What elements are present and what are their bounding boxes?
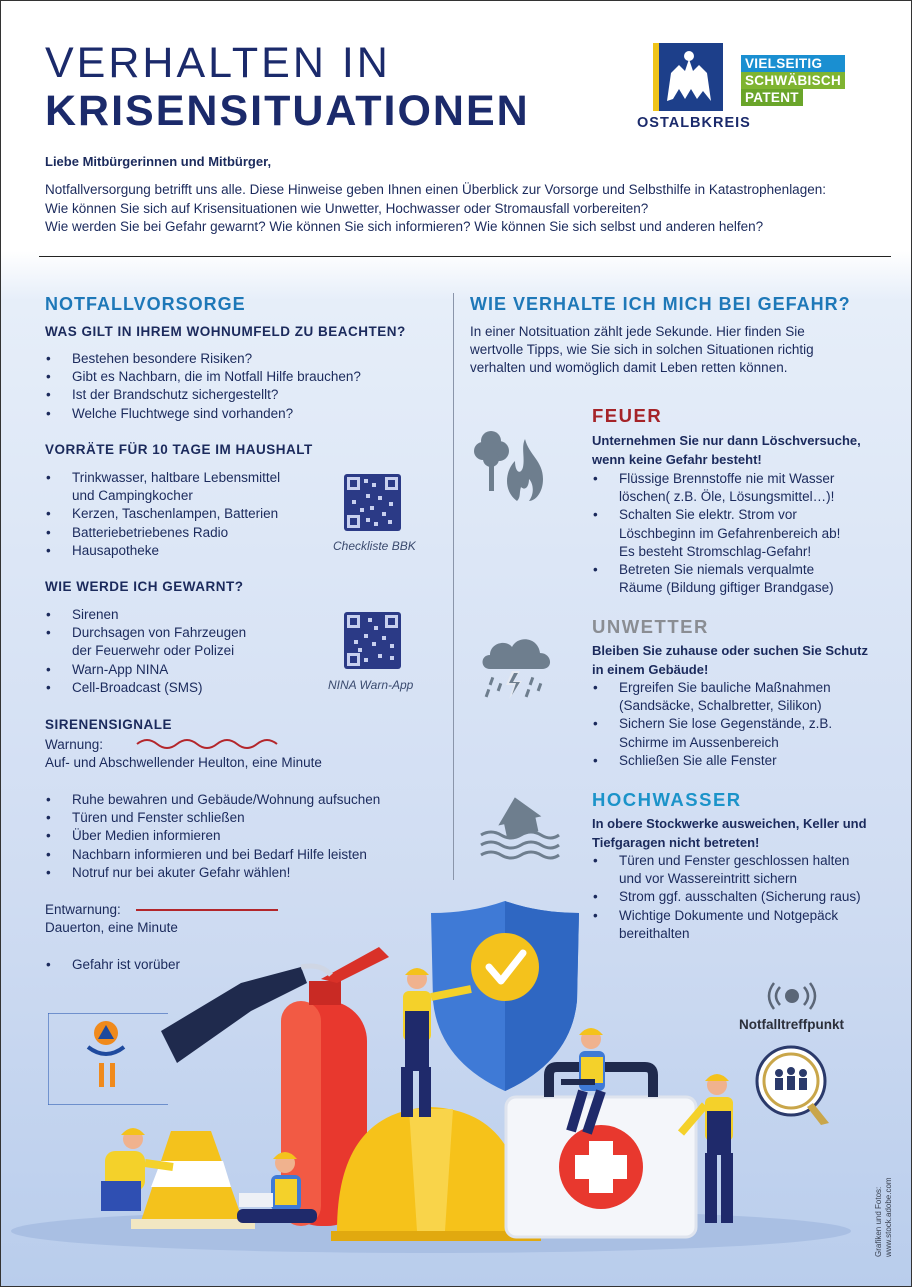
list-item: • Ruhe bewahren und Gebäude/Wohnung aufsuchen [45, 791, 380, 809]
intro-line: Wie werden Sie bei Gefahr gewarnt? Wie können Sie sich informieren? Wie können Sie sich selbst und anderen helfen? [45, 219, 764, 234]
list-item-line: (Sandsäcke, Schalbretter, Silikon) [619, 698, 822, 714]
warnung-list [45, 791, 380, 882]
lead-line: Unternehmen Sie nur dann Löschversuche, [592, 433, 861, 448]
sirenen-heading: SIRENENSIGNALE [45, 717, 173, 732]
list-item: • Über Medien informieren [45, 827, 380, 845]
list-item: • Türen und Fenster schließen [45, 809, 380, 827]
list-item: • Schließen Sie alle Fenster [592, 752, 832, 770]
intro-line: Notfallversorgung betrifft uns alle. Diese Hinweise geben Ihnen einen Überblick zur Vorsorge und Selbsthilfe in Katastrophenlagen: [45, 182, 826, 197]
unwetter-heading: UNWETTER [592, 616, 709, 637]
list-item-line: bereithalten [619, 925, 690, 941]
list-item: • Batteriebetriebenes Radio [45, 524, 280, 542]
list-item [45, 624, 246, 660]
civil-protection-logo [48, 1013, 168, 1105]
vorraete-list [45, 469, 280, 560]
list-item: • Warn-App NINA [45, 661, 246, 679]
slogan-line-1: VIELSEITIG [741, 55, 845, 72]
wavy-signal-icon [135, 736, 280, 752]
list-item [592, 470, 840, 506]
credit-line: Grafiken und Fotos: [874, 1186, 883, 1257]
feuer-list [592, 470, 840, 597]
list-item: • Cell-Broadcast (SMS) [45, 679, 246, 697]
lead-line: Tiefgaragen nicht betreten! [592, 834, 760, 850]
list-item: • Strom ggf. ausschalten (Sicherung raus) [592, 888, 861, 906]
list-item [592, 506, 840, 561]
gefahr-intro [470, 323, 814, 378]
wohnumfeld-heading: WAS GILT IN IHREM WOHNUMFELD ZU BEACHTEN? [45, 324, 406, 339]
qr-code-nina[interactable] [344, 612, 401, 669]
entwarnung-label: Entwarnung: [45, 902, 121, 917]
list-item-line: löschen( z.B. Öle, Lösungsmittel…)! [619, 489, 835, 505]
qr-label-nina: NINA Warn-App [328, 678, 414, 692]
gewarnt-list [45, 606, 246, 697]
list-item: • Kerzen, Taschenlampen, Batterien [45, 505, 280, 523]
list-item [592, 715, 832, 751]
list-item-line: Schirme im Aussenbereich [619, 734, 779, 750]
photo-credit [874, 1177, 894, 1257]
storm-cloud-icon [476, 625, 558, 707]
list-item: • Gefahr ist vorüber [45, 956, 180, 974]
greeting: Liebe Mitbürgerinnen und Mitbürger, [45, 154, 272, 169]
list-item [592, 679, 832, 715]
list-item-line: der Feuerwehr oder Polizei [72, 643, 235, 659]
list-item-line: Ergreifen Sie bauliche Maßnahmen [619, 680, 831, 695]
list-item [592, 561, 840, 597]
lead-line: wenn keine Gefahr besteht! [592, 451, 762, 467]
list-item: • Notruf nur bei akuter Gefahr wählen! [45, 864, 380, 882]
logo-name: OSTALBKREIS [637, 115, 751, 131]
intro-text [45, 181, 885, 237]
slogan-line-3: PATENT [741, 89, 803, 106]
unwetter-list [592, 679, 832, 770]
lead-line: in einem Gebäude! [592, 661, 709, 677]
eagle-crest-icon [653, 43, 723, 111]
list-item: • Welche Fluchtwege sind vorhanden? [45, 405, 361, 423]
list-item-line: Räume (Bildung giftiger Brandgase) [619, 580, 834, 596]
list-item-line: Trinkwasser, haltbare Lebensmittel [72, 470, 281, 485]
slogan-badges [741, 55, 845, 107]
list-item: • Bestehen besondere Risiken? [45, 350, 361, 368]
notfallvorsorge-heading: NOTFALLVORSORGE [45, 294, 246, 314]
list-item-line: Schalten Sie elektr. Strom vor [619, 507, 797, 523]
intro-line: verhalten und womöglich damit Leben retten können. [470, 360, 788, 376]
warnung-label: Warnung: [45, 737, 104, 752]
hochwasser-heading: HOCHWASSER [592, 789, 742, 810]
list-item: • Gibt es Nachbarn, die im Notfall Hilfe brauchen? [45, 368, 361, 386]
list-item [45, 469, 280, 505]
list-item: • Hausapotheke [45, 542, 280, 560]
intro-line: wertvolle Tipps, wie Sie sich in solchen Situationen richtig [470, 342, 814, 358]
list-item-line: und Campingkocher [72, 488, 193, 504]
meeting-point-icon [751, 1041, 835, 1129]
entwarnung-desc: Dauerton, eine Minute [45, 920, 178, 935]
list-item-line: Wichtige Dokumente und Notgepäck [619, 907, 839, 923]
gewarnt-heading: WIE WERDE ICH GEWARNT? [45, 579, 244, 594]
list-item-line: Es besteht Stromschlag-Gefahr! [619, 543, 812, 559]
feuer-heading: FEUER [592, 405, 663, 426]
flood-house-icon [477, 791, 561, 865]
divider [39, 256, 891, 257]
warnung-desc: Auf- und Abschwellender Heulton, eine Minute [45, 755, 322, 770]
list-item-line: Betreten Sie niemals verqualmte [619, 562, 815, 578]
qr-code-bbk[interactable] [344, 474, 401, 531]
list-item: • Sirenen [45, 606, 246, 624]
list-item-line: und vor Wassereintritt sichern [619, 871, 798, 887]
column-divider [453, 293, 454, 880]
title-line-2: KRISENSITUATIONEN [45, 87, 530, 135]
broadcast-signal-icon [766, 981, 818, 1011]
list-item-line: Durchsagen von Fahrzeugen [72, 625, 247, 641]
list-item: • Nachbarn informieren und bei Bedarf Hilfe leisten [45, 846, 380, 864]
list-item-line: Flüssige Brennstoffe nie mit Wasser [619, 471, 835, 486]
list-item-line: Türen und Fenster geschlossen halten [619, 853, 850, 868]
list-item-line: Sichern Sie lose Gegenstände, z.B. [619, 716, 833, 732]
lead-line: In obere Stockwerke ausweichen, Keller und [592, 816, 867, 831]
qr-label-bbk: Checkliste BBK [333, 539, 416, 553]
wohnumfeld-list [45, 350, 361, 423]
title-line-1: VERHALTEN IN [45, 39, 391, 87]
ostalbkreis-logo [653, 43, 723, 111]
hochwasser-lead [592, 815, 867, 852]
fire-tree-icon [473, 421, 555, 503]
intro-line: Wie können Sie sich auf Krisensituationen wie Unwetter, Hochwasser oder Stromausfall vorbereiten? [45, 200, 649, 216]
feuer-lead [592, 432, 861, 469]
unwetter-lead [592, 642, 868, 679]
list-item: • Ist der Brandschutz sichergestellt? [45, 386, 361, 404]
slogan-line-2: SCHWÄBISCH [741, 72, 845, 89]
lead-line: Bleiben Sie zuhause oder suchen Sie Schutz [592, 643, 868, 658]
treffpunkt-label: Notfalltreffpunkt [739, 1017, 844, 1032]
list-item-line: Löschbeginn im Gefahrenbereich ab! [619, 525, 841, 541]
credit-line: www.stock.adobe.com [884, 1177, 893, 1257]
gefahr-heading: WIE VERHALTE ICH MICH BEI GEFAHR? [470, 294, 851, 314]
intro-line: In einer Notsituation zählt jede Sekunde. Hier finden Sie [470, 324, 805, 339]
vorraete-heading: VORRÄTE FÜR 10 TAGE IM HAUSHALT [45, 442, 313, 457]
